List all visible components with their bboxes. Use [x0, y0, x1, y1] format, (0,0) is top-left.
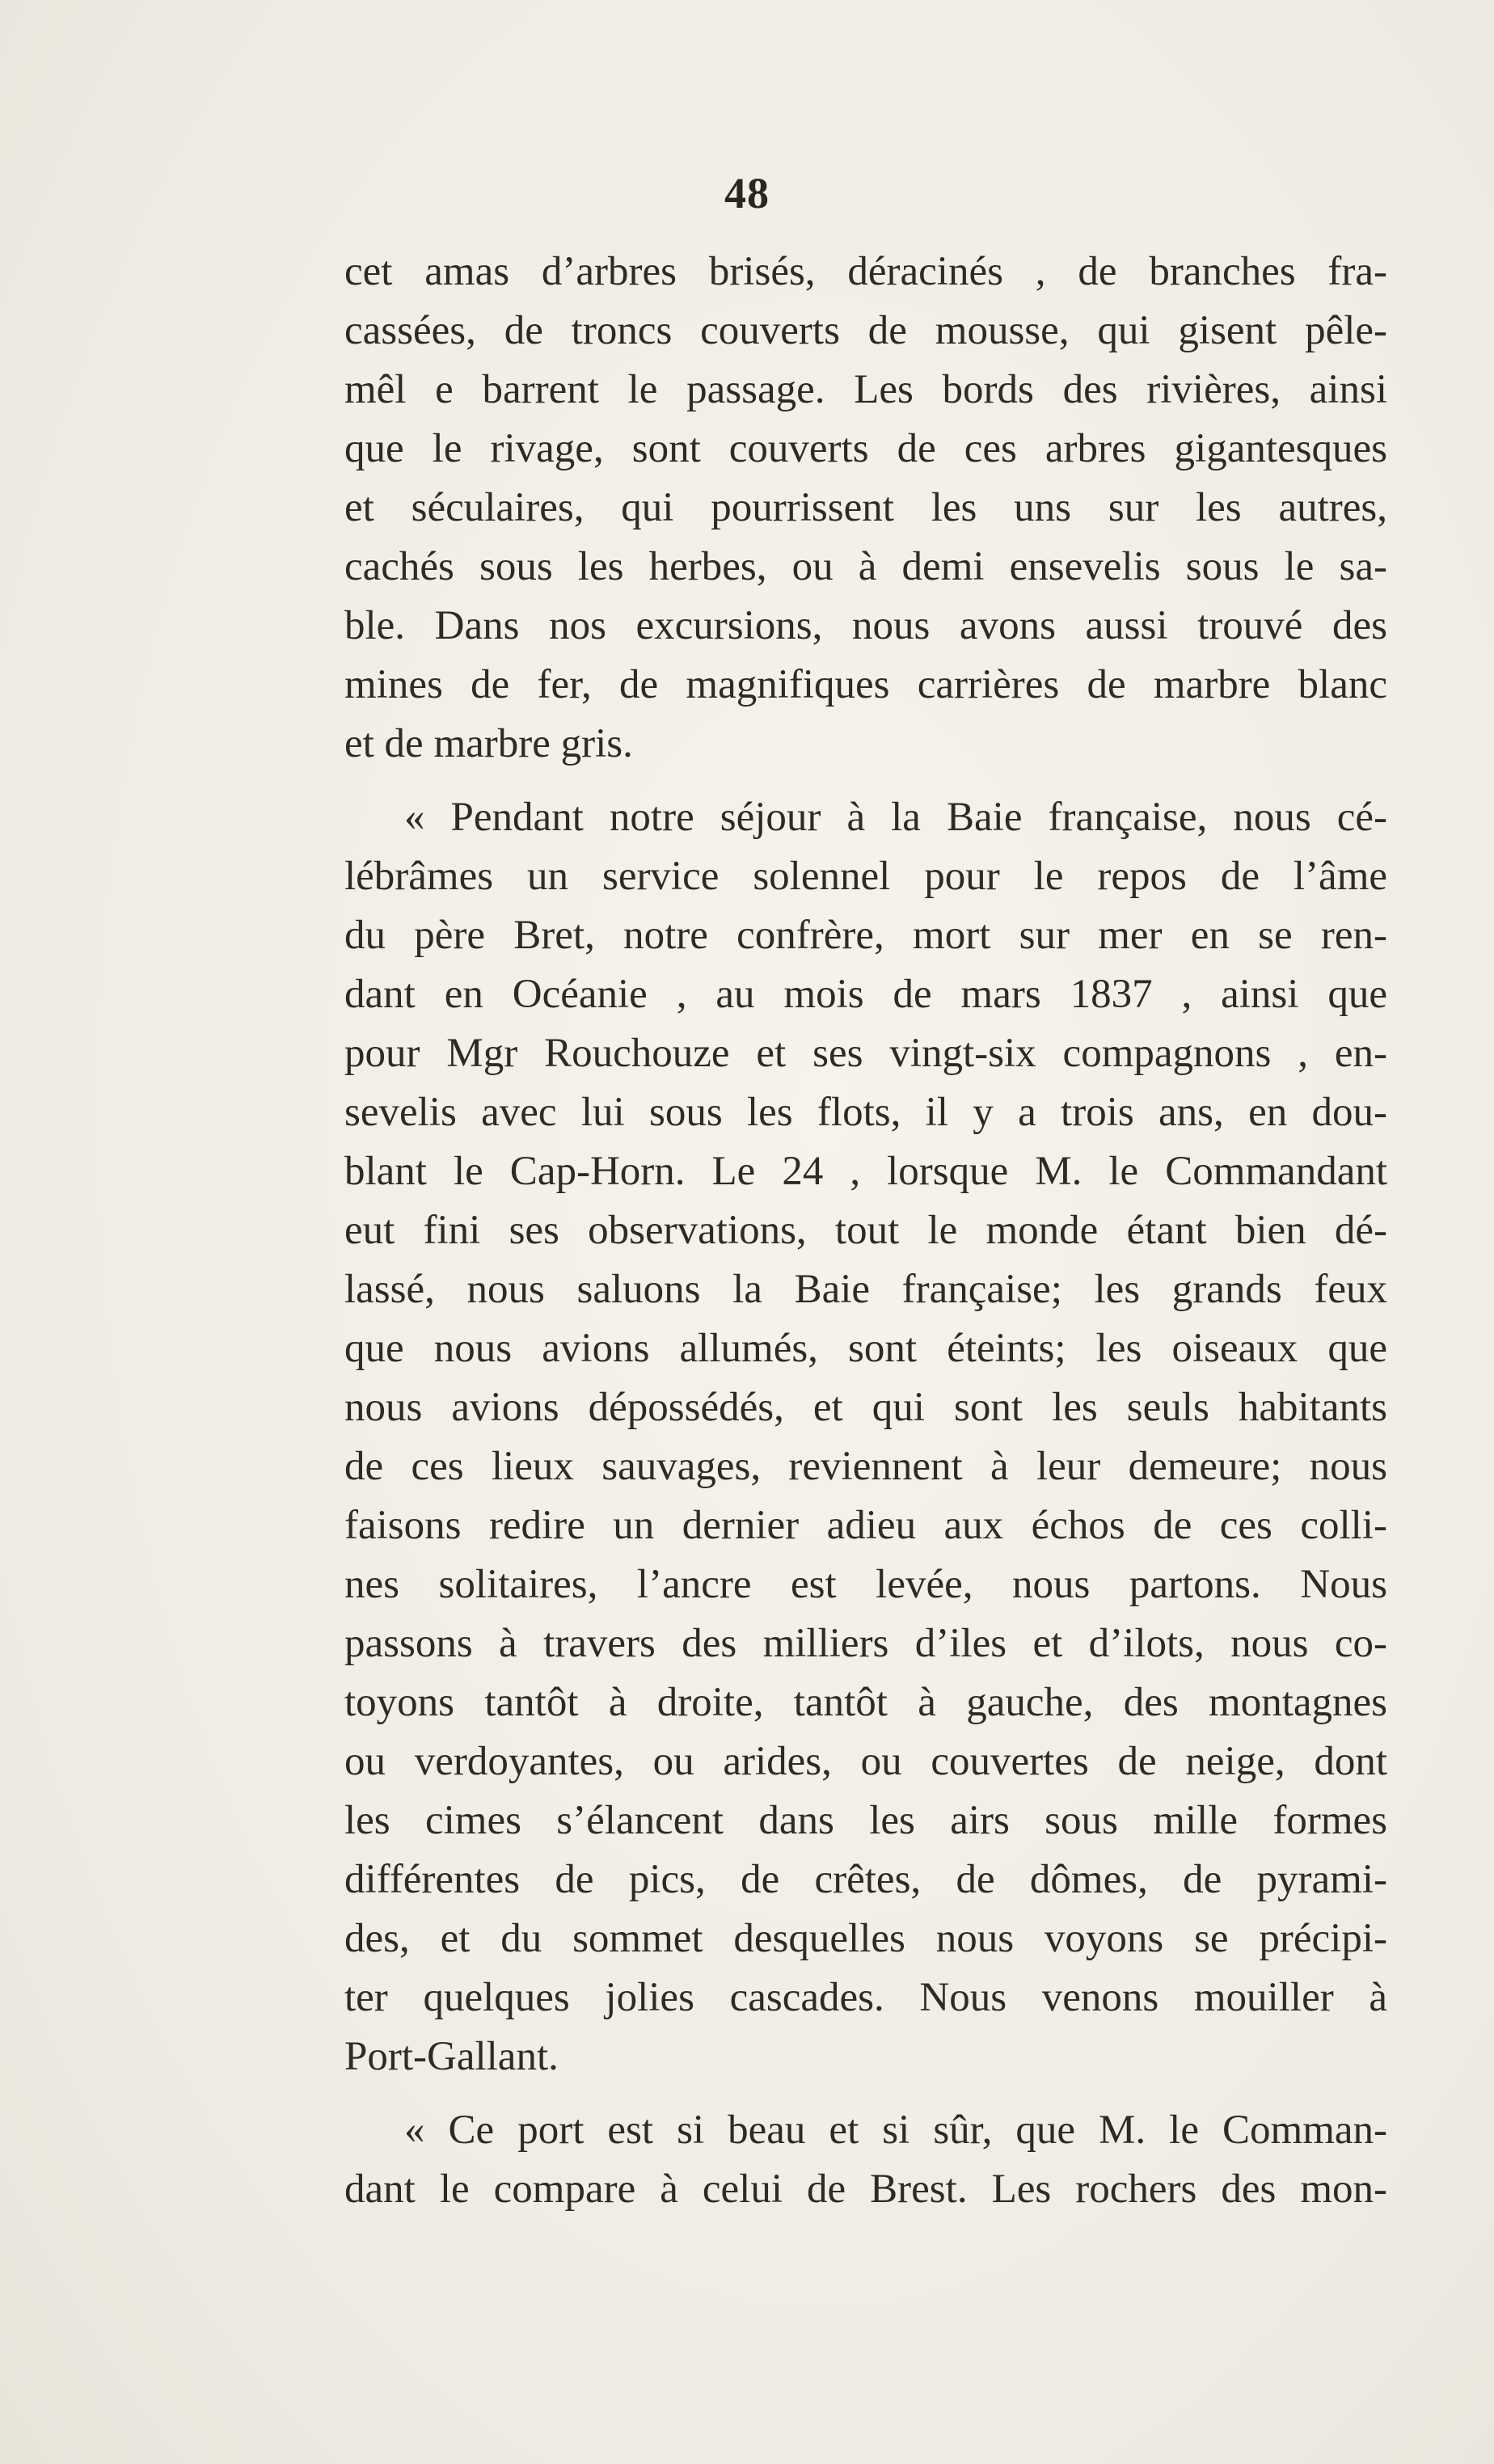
page-number: 48	[724, 169, 770, 217]
text-line: les cimes s’élancent dans les airs sous mille formes	[344, 1798, 1387, 1843]
text-line: nous avions dépossédés, et qui sont les seuls habitants	[344, 1385, 1387, 1430]
text-line: blant le Cap-Horn. Le 24 , lorsque M. le Commandant	[344, 1149, 1387, 1194]
text-line: cassées, de troncs couverts de mousse, qui gisent pêle-	[344, 308, 1387, 353]
text-line: dant le compare à celui de Brest. Les rochers des mon-	[344, 2167, 1387, 2212]
text-line: ou verdoyantes, ou arides, ou couvertes de neige, dont	[344, 1739, 1387, 1784]
text-line: mêl e barrent le passage. Les bords des rivières, ainsi	[344, 367, 1387, 412]
text-line: faisons redire un dernier adieu aux échos de ces colli-	[344, 1503, 1387, 1548]
text-line: Port-Gallant.	[344, 2034, 559, 2079]
text-line: que nous avions allumés, sont éteints; les oiseaux que	[344, 1326, 1387, 1371]
text-line: cachés sous les herbes, ou à demi ensevelis sous le sa-	[344, 544, 1387, 589]
text-line: et séculaires, qui pourrissent les uns sur les autres,	[344, 485, 1387, 530]
text-line: lassé, nous saluons la Baie française; les grands feux	[344, 1267, 1387, 1312]
paragraph	[344, 2101, 1387, 2219]
paragraph	[344, 243, 1387, 774]
body-text	[344, 243, 1387, 2219]
text-line: différentes de pics, de crêtes, de dômes, de pyrami-	[344, 1857, 1387, 1902]
paragraph	[344, 788, 1387, 2086]
text-line: de ces lieux sauvages, reviennent à leur demeure; nous	[344, 1444, 1387, 1489]
text-line: cet amas d’arbres brisés, déracinés , de branches fra-	[344, 249, 1387, 294]
text-line: et de marbre gris.	[344, 721, 633, 766]
text-line: du père Bret, notre confrère, mort sur mer en se ren-	[344, 913, 1387, 958]
text-line: que le rivage, sont couverts de ces arbres gigantesques	[344, 426, 1387, 471]
text-line: dant en Océanie , au mois de mars 1837 , ainsi que	[344, 972, 1387, 1017]
text-line: des, et du sommet desquelles nous voyons se précipi-	[344, 1916, 1387, 1961]
text-line: pour Mgr Rouchouze et ses vingt-six compagnons , en-	[344, 1031, 1387, 1076]
text-line: « Pendant notre séjour à la Baie française, nous cé-	[404, 795, 1387, 840]
text-line: « Ce port est si beau et si sûr, que M. le Comman-	[404, 2107, 1387, 2153]
text-line: ter quelques jolies cascades. Nous venons mouiller à	[344, 1975, 1387, 2020]
text-line: mines de fer, de magnifiques carrières de marbre blanc	[344, 662, 1387, 707]
text-line: toyons tantôt à droite, tantôt à gauche, des montagnes	[344, 1680, 1387, 1725]
text-line: nes solitaires, l’ancre est levée, nous partons. Nous	[344, 1562, 1387, 1607]
text-line: ble. Dans nos excursions, nous avons aussi trouvé des	[344, 603, 1387, 648]
text-line: passons à travers des milliers d’iles et d’ilots, nous co-	[344, 1621, 1387, 1666]
text-line: eut fini ses observations, tout le monde étant bien dé-	[344, 1208, 1387, 1253]
text-line: lébrâmes un service solennel pour le repos de l’âme	[344, 854, 1387, 899]
text-line: sevelis avec lui sous les flots, il y a trois ans, en dou-	[344, 1090, 1387, 1135]
